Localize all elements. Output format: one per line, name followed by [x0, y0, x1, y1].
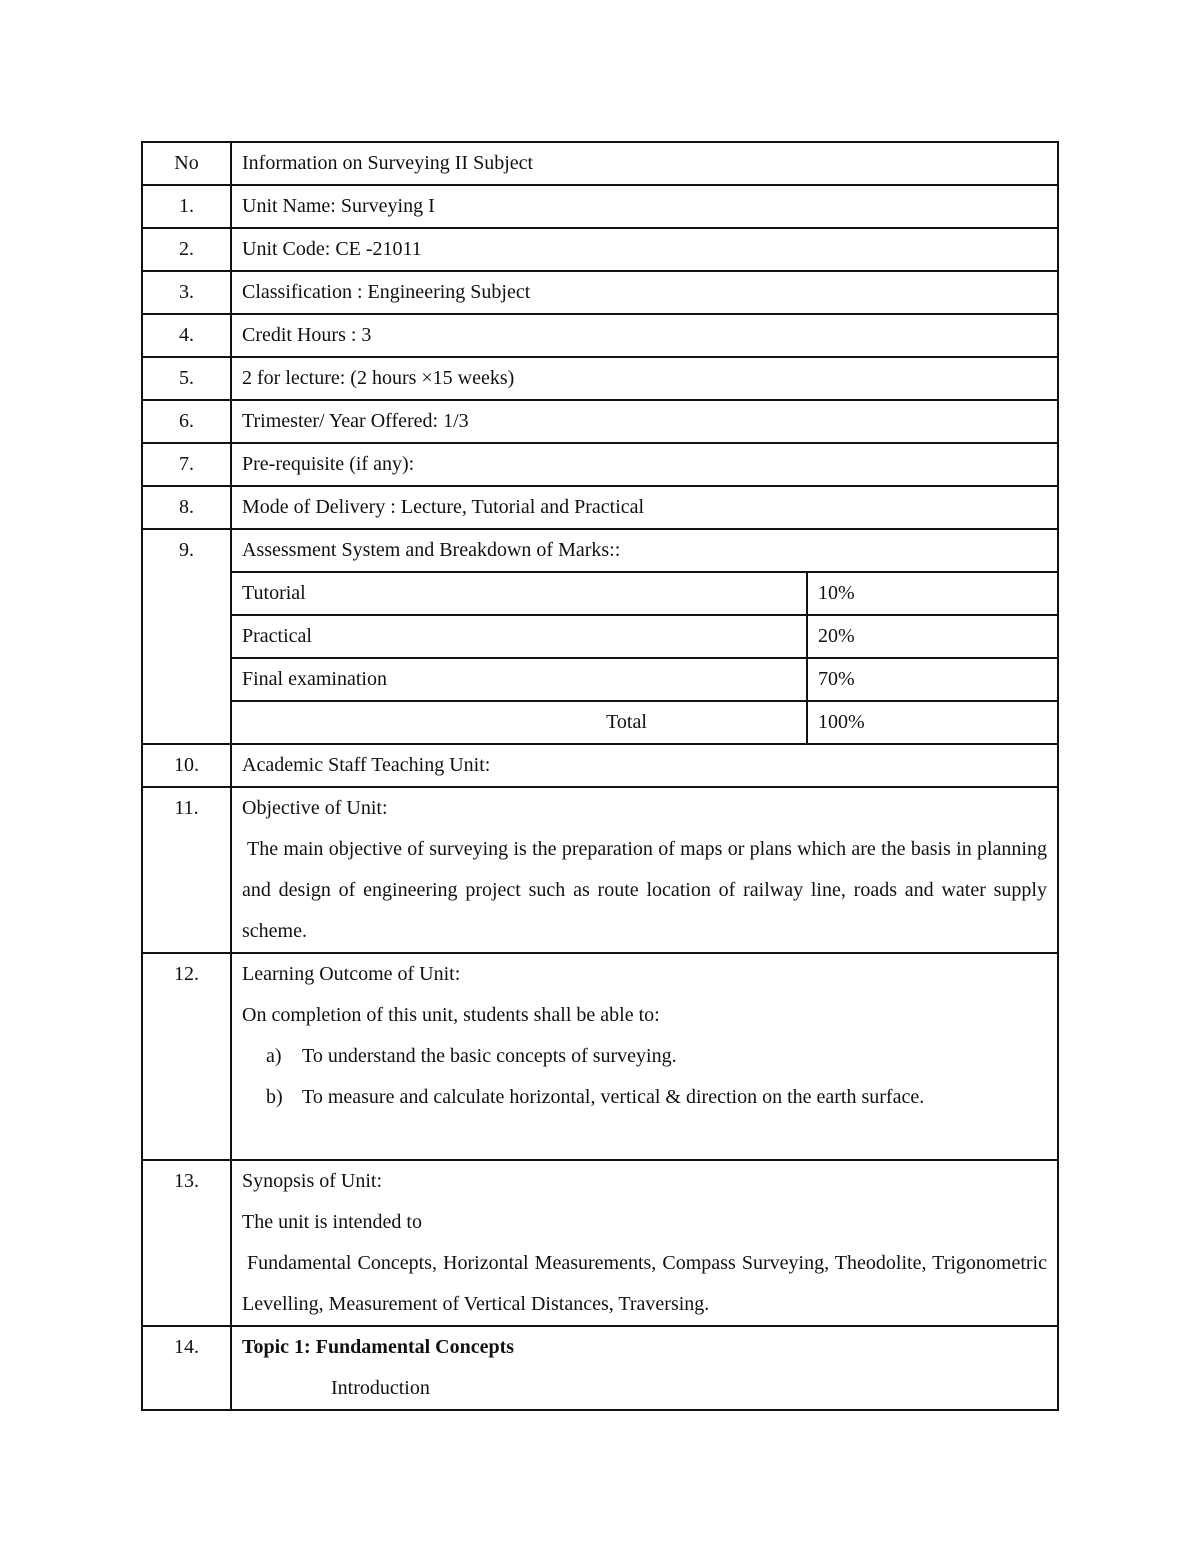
table-row [142, 400, 1058, 443]
row-text-cell [231, 185, 1058, 228]
table-row [142, 228, 1058, 271]
topic-title: Topic 1: Fundamental Concepts [242, 1336, 515, 1358]
table-header-row [142, 142, 1058, 185]
outcome-cell [231, 953, 1058, 1160]
subject-info-table [141, 141, 1059, 1411]
outcome-list [232, 1036, 1057, 1118]
row-text-cell [231, 443, 1058, 486]
row-no-cell [142, 787, 231, 953]
table-row [142, 314, 1058, 357]
objective-cell [231, 787, 1058, 953]
row-no-cell [142, 1160, 231, 1326]
synopsis-row [142, 1160, 1058, 1326]
assessment-item-value: 70% [818, 668, 855, 690]
row-text: 2 for lecture: (2 hours ×15 weeks) [242, 367, 515, 389]
header-info: Information on Surveying II Subject [242, 152, 534, 174]
assessment-total-row [232, 701, 1057, 743]
table-row [142, 443, 1058, 486]
list-marker: a) [266, 1045, 282, 1067]
row-number: 3. [179, 281, 194, 303]
row-no-cell [142, 529, 231, 744]
row-text-cell [231, 271, 1058, 314]
assessment-item-row [232, 572, 1057, 615]
row-number: 10. [174, 754, 199, 776]
row-number: 14. [174, 1336, 199, 1358]
row-text-cell [231, 357, 1058, 400]
staff-text: Academic Staff Teaching Unit: [242, 754, 491, 776]
row-no-cell [142, 486, 231, 529]
row-number: 12. [174, 963, 199, 985]
assessment-item-label: Practical [242, 625, 312, 647]
assessment-breakdown-table [232, 571, 1057, 743]
table-row [142, 271, 1058, 314]
row-text: Unit Code: CE -21011 [242, 238, 422, 260]
row-text-cell [231, 400, 1058, 443]
assessment-row [142, 529, 1058, 744]
outcome-spacer [232, 1118, 1057, 1159]
row-no-cell [142, 443, 231, 486]
row-no-cell [142, 744, 231, 787]
outcome-intro: On completion of this unit, students shall be able to: [242, 1004, 660, 1026]
assessment-item-value-cell [807, 658, 1057, 701]
topic-subtitle: Introduction [331, 1377, 430, 1399]
row-number: 11. [174, 797, 199, 819]
row-no-cell [142, 1326, 231, 1410]
list-item [232, 1077, 1057, 1118]
synopsis-cell [231, 1160, 1058, 1326]
row-text-cell [231, 744, 1058, 787]
assessment-cell [231, 529, 1058, 744]
assessment-total-value-cell [807, 701, 1057, 743]
synopsis-text: Fundamental Concepts, Horizontal Measurements, Compass Surveying, Theodolite, Trigonometric Levelling, Measurement of Vertical Distances, Traversing. [242, 1252, 1047, 1315]
row-number: 5. [179, 367, 194, 389]
synopsis-intro: The unit is intended to [242, 1211, 422, 1233]
outcome-row [142, 953, 1058, 1160]
assessment-item-label-cell [232, 615, 807, 658]
assessment-title: Assessment System and Breakdown of Marks:: [242, 539, 621, 561]
assessment-item-value: 20% [818, 625, 855, 647]
assessment-total-label-cell [232, 701, 807, 743]
topic-cell [231, 1326, 1058, 1410]
table-row [142, 486, 1058, 529]
assessment-item-label: Final examination [242, 668, 387, 690]
header-info-cell [231, 142, 1058, 185]
synopsis-title: Synopsis of Unit: [242, 1170, 383, 1192]
assessment-item-label-cell [232, 658, 807, 701]
row-text: Pre-requisite (if any): [242, 453, 415, 475]
row-text-cell [231, 314, 1058, 357]
row-number: 1. [179, 195, 194, 217]
outcome-title: Learning Outcome of Unit: [242, 963, 461, 985]
table-row [142, 357, 1058, 400]
assessment-item-row [232, 658, 1057, 701]
table-row [142, 185, 1058, 228]
list-item-text: To understand the basic concepts of surveying. [302, 1045, 677, 1067]
row-number: 6. [179, 410, 194, 432]
assessment-item-row [232, 615, 1057, 658]
header-no-cell [142, 142, 231, 185]
row-no-cell [142, 953, 231, 1160]
row-no-cell [142, 271, 231, 314]
row-text: Unit Name: Surveying I [242, 195, 435, 217]
row-number: 4. [179, 324, 194, 346]
assessment-item-value: 10% [818, 582, 855, 604]
list-marker: b) [266, 1086, 283, 1108]
row-no-cell [142, 357, 231, 400]
objective-text: The main objective of surveying is the preparation of maps or plans which are the basis in planning and design of engineering project such as route location of railway line, roads and water supply scheme. [242, 838, 1047, 942]
list-item-text: To measure and calculate horizontal, vertical & direction on the earth surface. [302, 1086, 925, 1108]
row-no-cell [142, 400, 231, 443]
assessment-item-value-cell [807, 615, 1057, 658]
table-row [142, 744, 1058, 787]
row-number: 7. [179, 453, 194, 475]
header-no: No [174, 152, 199, 174]
objective-title: Objective of Unit: [242, 797, 388, 819]
row-number: 2. [179, 238, 194, 260]
row-text: Mode of Delivery : Lecture, Tutorial and Practical [242, 496, 645, 518]
row-no-cell [142, 314, 231, 357]
row-text: Credit Hours : 3 [242, 324, 372, 346]
row-text: Trimester/ Year Offered: 1/3 [242, 410, 469, 432]
row-number: 13. [174, 1170, 199, 1192]
row-text-cell [231, 228, 1058, 271]
row-number: 9. [179, 539, 194, 561]
assessment-total-value: 100% [818, 711, 865, 733]
assessment-total-label: Total [606, 711, 647, 733]
row-no-cell [142, 185, 231, 228]
assessment-item-value-cell [807, 572, 1057, 615]
assessment-item-label-cell [232, 572, 807, 615]
row-text: Classification : Engineering Subject [242, 281, 531, 303]
row-no-cell [142, 228, 231, 271]
row-number: 8. [179, 496, 194, 518]
list-item [232, 1036, 1057, 1077]
row-text-cell [231, 486, 1058, 529]
objective-row [142, 787, 1058, 953]
assessment-item-label: Tutorial [242, 582, 306, 604]
topic-row [142, 1326, 1058, 1410]
